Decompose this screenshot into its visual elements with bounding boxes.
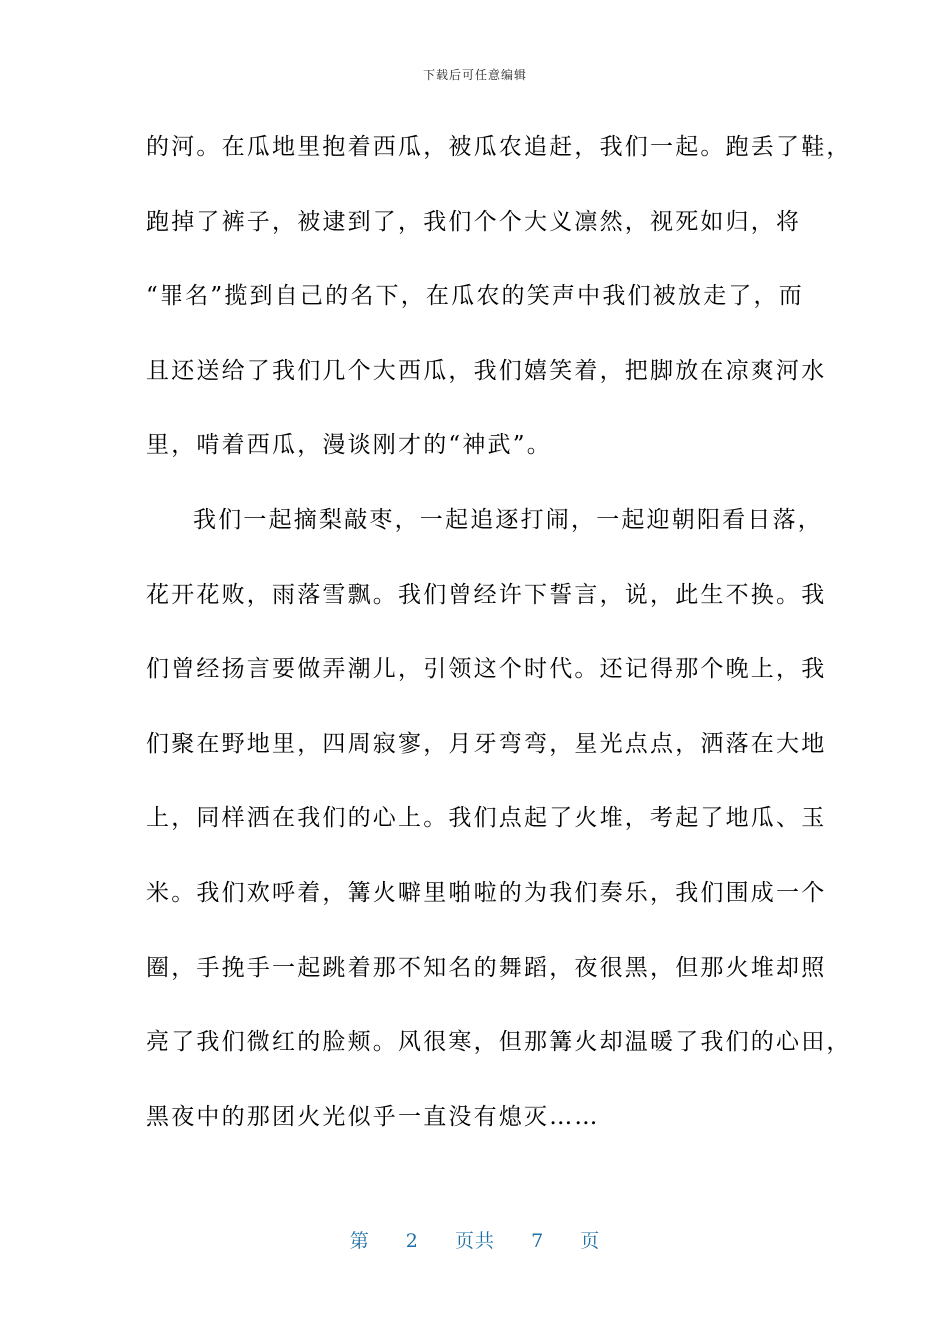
current-page-number: 2 (405, 1230, 419, 1252)
text-line: 花开花败，雨落雪飘。我们曾经许下誓言，说，此生不换。我 (146, 581, 827, 608)
text-line: 米。我们欢呼着，篝火噼里啪啦的为我们奏乐，我们围成一个 (146, 879, 827, 906)
text-line: “罪名”揽到自己的名下，在瓜农的笑声中我们被放走了，而 (146, 283, 804, 310)
text-line: 的河。在瓜地里抱着西瓜，被瓜农追赶，我们一起。跑丢了鞋， (146, 134, 852, 160)
page-footer (0, 1226, 950, 1253)
text-line: 上，同样洒在我们的心上。我们点起了火堆，考起了地瓜、玉 (146, 805, 827, 832)
body-text (146, 122, 852, 1166)
text-line: 圈，手挽手一起跳着那不知名的舞蹈，夜很黑，但那火堆却照 (146, 954, 827, 981)
text-line: 里，啃着西瓜，漫谈刚才的“神武”。 (146, 432, 552, 459)
paragraph-first-line: 我们一起摘梨敲枣，一起追逐打闹，一起迎朝阳看日落， (193, 506, 823, 533)
text-line: 们聚在野地里，四周寂寥，月牙弯弯，星光点点，洒落在大地 (146, 730, 827, 757)
page-label-prefix: 第 (349, 1230, 370, 1252)
text-line: 们曾经扬言要做弄潮儿，引领这个时代。还记得那个晚上，我 (146, 656, 827, 683)
page-label-middle: 页共 (454, 1230, 495, 1252)
text-line: 亮了我们微红的脸颊。风很寒，但那篝火却温暖了我们的心田， (146, 1029, 852, 1056)
text-line: 跑掉了裤子，被逮到了，我们个个大义凛然，视死如归，将 (146, 208, 802, 235)
header-note: 下载后可任意编辑 (422, 68, 527, 82)
total-pages-number: 7 (531, 1230, 545, 1252)
text-line: 且还送给了我们几个大西瓜，我们嬉笑着，把脚放在凉爽河水 (146, 357, 827, 384)
page-label-suffix: 页 (580, 1230, 601, 1252)
text-line: 黑夜中的那团火光似乎一直没有熄灭…… (146, 1103, 600, 1130)
